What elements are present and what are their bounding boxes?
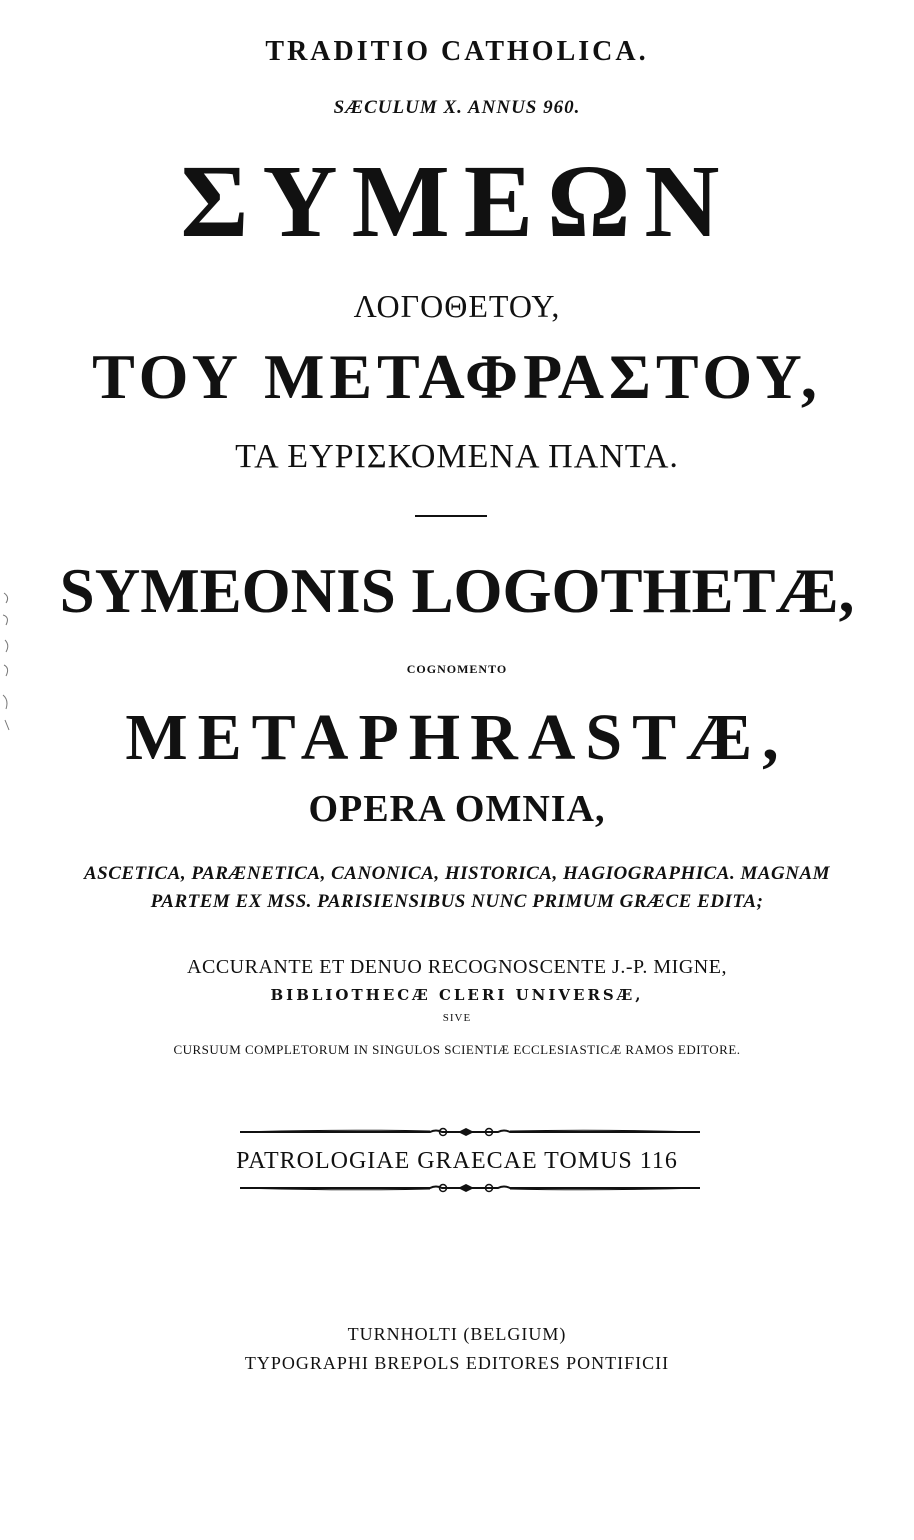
greek-author-name: ΣΥΜΕΩΝ [180, 144, 734, 259]
latin-author-name: SYMEONIS LOGOTHETÆ, [59, 556, 855, 626]
description-line-2: PARTEM EX MSS. PARISIENSIBUS NUNC PRIMUM GRÆCE EDITA; [150, 891, 764, 912]
imprint-publisher: TYPOGRAPHI BREPOLS EDITORES PONTIFICII [244, 1353, 670, 1373]
greek-surname: ΤΟΥ ΜΕΤΑΦΡΑΣΤΟΥ, [92, 341, 822, 412]
imprint-place: TURNHOLTI (BELGIUM) [347, 1324, 567, 1344]
cursuum-line: CURSUUM COMPLETORUM IN SINGULOS SCIENTIÆ ECCLESIASTICÆ RAMOS EDITORE. [173, 1042, 741, 1057]
cognomento-label: COGNOMENTO [406, 662, 508, 676]
opera-omnia: OPERA OMNIA, [308, 788, 606, 830]
volume-title: PATROLOGIAE GRAECAE TOMUS 116 [236, 1148, 678, 1174]
latin-surname: METAPHRASTÆ, [125, 701, 789, 774]
short-divider [415, 515, 487, 517]
sive-line: SIVE [442, 1012, 472, 1024]
period-line: SÆCULUM X. ANNUS 960. [333, 97, 581, 118]
greek-epithet: ΛΟΓΟΘΕΤΟΥ, [353, 288, 561, 324]
ornamental-rule-bottom [240, 1181, 700, 1195]
description-line-1: ASCETICA, PARÆNETICA, CANONICA, HISTORICA, HAGIOGRAPHICA. MAGNAM [83, 863, 831, 884]
series-title: TRADITIO CATHOLICA. [265, 36, 649, 67]
margin-stamp-mark [0, 585, 14, 735]
ornamental-rule-top [240, 1125, 700, 1139]
editor-line: ACCURANTE ET DENUO RECOGNOSCENTE J.-P. MIGNE, [187, 956, 727, 978]
greek-contents: ΤΑ ΕΥΡΙΣΚΟΜΕΝΑ ΠΑΝΤΑ. [235, 438, 679, 475]
bibliotheca-line: BIBLIOTHECÆ CLERI UNIVERSÆ, [270, 986, 644, 1004]
